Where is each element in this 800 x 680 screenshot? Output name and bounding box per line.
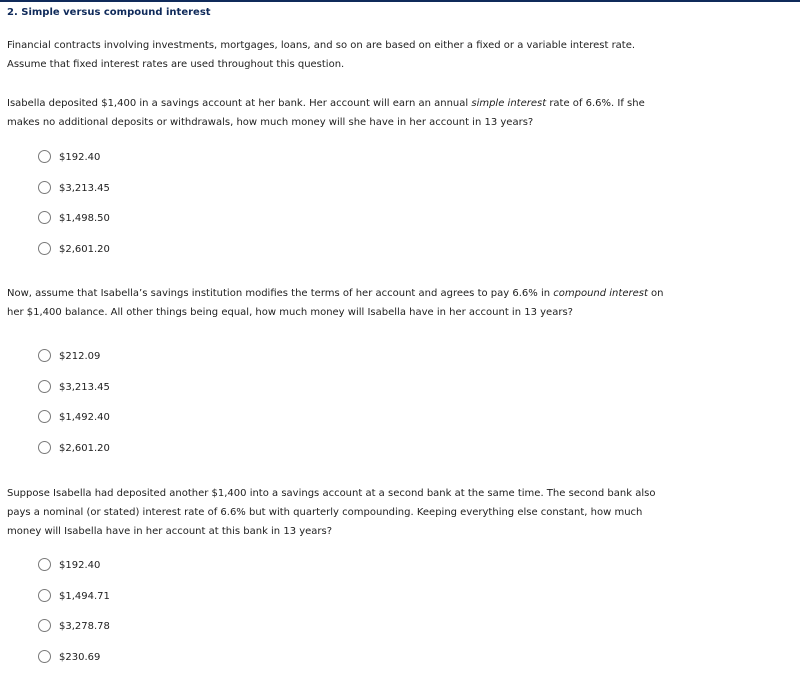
radio-button[interactable] [38, 150, 51, 163]
question-2-text [7, 284, 664, 322]
option-label: $230.69 [59, 651, 101, 663]
question-1-text-part: rate of 6.6%. If she [546, 98, 645, 109]
radio-button[interactable] [38, 589, 51, 602]
radio-button[interactable] [38, 380, 51, 393]
question-2-emphasis: compound interest [553, 288, 648, 299]
option-label: $2,601.20 [59, 243, 110, 255]
radio-button[interactable] [38, 349, 51, 362]
radio-button[interactable] [38, 650, 51, 663]
question-1-text-part: Isabella deposited $1,400 in a savings account at her bank. Her account will earn an annual [7, 98, 472, 109]
question-3-line-2: pays a nominal (or stated) interest rate of 6.6% but with quarterly compounding. Keeping everything else constant, how much [7, 507, 643, 518]
radio-button[interactable] [38, 619, 51, 632]
intro-line-2: Assume that fixed interest rates are used throughout this question. [7, 59, 345, 70]
option-label: $3,213.45 [59, 182, 110, 194]
question-2-line-1 [7, 284, 664, 303]
question-3-line-3: money will Isabella have in her account at this bank in 13 years? [7, 526, 333, 537]
question-1-line-1 [7, 94, 645, 113]
radio-button[interactable] [38, 410, 51, 423]
option-label: $1,498.50 [59, 213, 110, 225]
question-2-line-2: her $1,400 balance. All other things being equal, how much money will Isabella have in her account in 13 years? [7, 307, 573, 318]
option-label: $2,601.20 [59, 442, 110, 454]
radio-button[interactable] [38, 211, 51, 224]
option-label: $3,278.78 [59, 621, 110, 633]
option-label: $212.09 [59, 351, 101, 362]
question-3-line-1: Suppose Isabella had deposited another $1,400 into a savings account at a second bank at the same time. The second bank also [7, 488, 656, 499]
option-label: $1,492.40 [59, 412, 110, 424]
question-1-text [7, 94, 645, 132]
option-label: $192.40 [59, 152, 101, 163]
radio-button[interactable] [38, 441, 51, 454]
option-label: $3,213.45 [59, 381, 110, 393]
option-label: $192.40 [59, 560, 101, 571]
question-3-text [7, 484, 655, 541]
intro-line-1: Financial contracts involving investments, mortgages, loans, and so on are based on either a fixed or a variable interest rate. [7, 40, 636, 51]
question-title: 2. Simple versus compound interest [7, 7, 211, 18]
intro-paragraph [7, 36, 635, 74]
question-2-text-part: Now, assume that Isabella’s savings institution modifies the terms of her account and agrees to pay 6.6% in [7, 288, 554, 299]
question-2-text-part: on [647, 288, 664, 299]
question-1-emphasis: simple interest [471, 98, 547, 109]
radio-button[interactable] [38, 242, 51, 255]
question-1-line-2: makes no additional deposits or withdrawals, how much money will she have in her account in 13 years? [7, 117, 534, 128]
header-divider [0, 0, 800, 2]
radio-button[interactable] [38, 558, 51, 571]
option-label: $1,494.71 [59, 590, 110, 602]
radio-button[interactable] [38, 181, 51, 194]
